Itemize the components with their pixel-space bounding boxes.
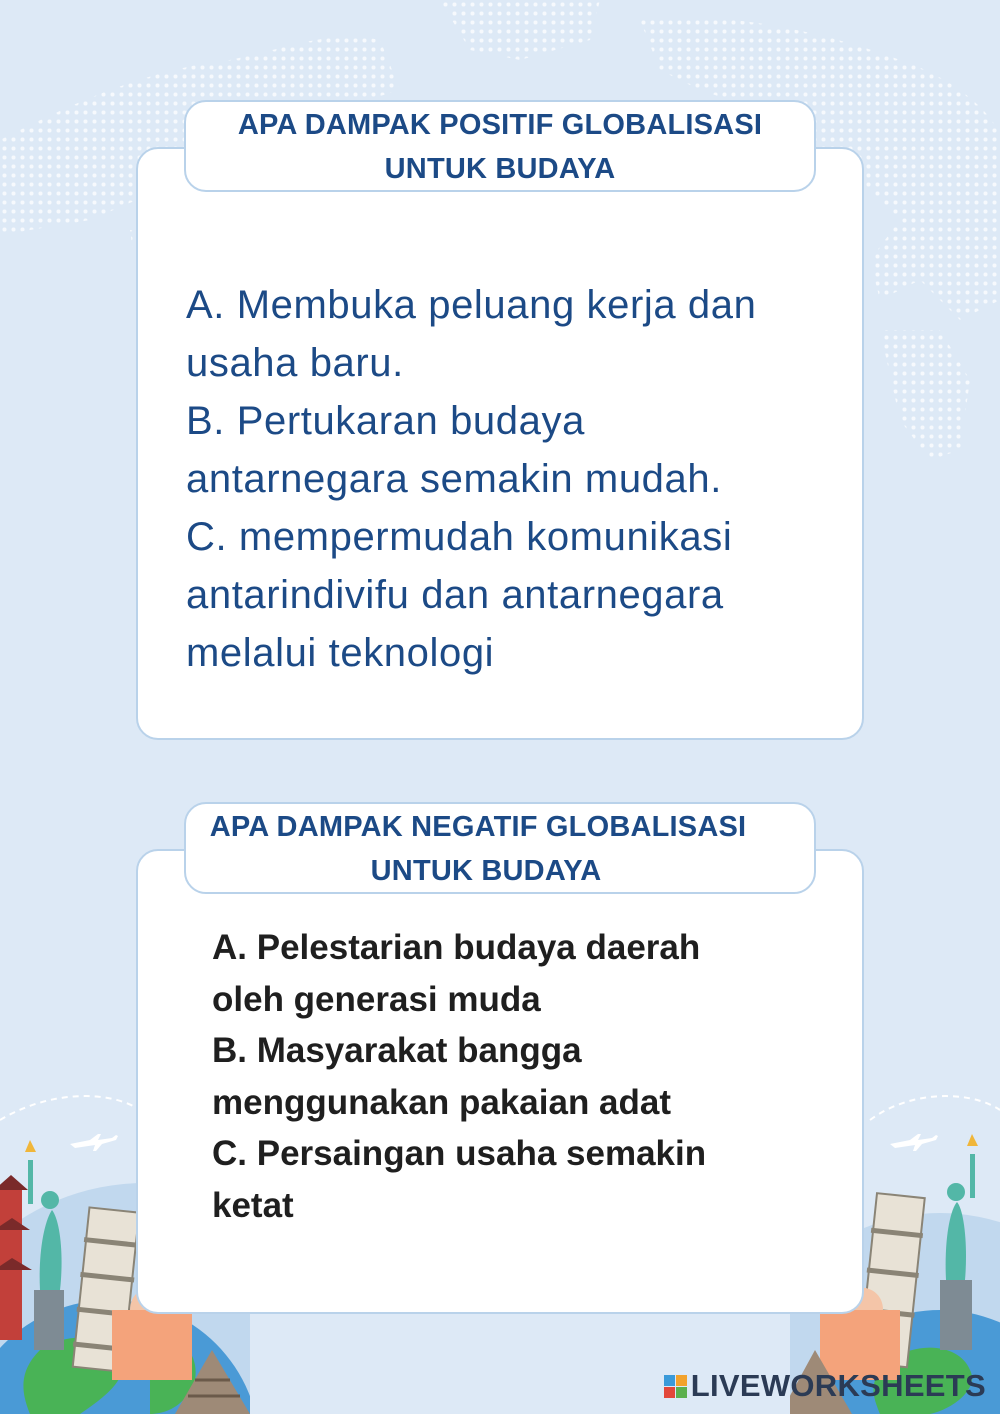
positive-answers-text: [186, 276, 836, 682]
answer-line: C. mempermudah komunikasi: [186, 515, 733, 559]
answer-line: melalui teknologi: [186, 631, 495, 675]
title-line-1: APA DAMPAK POSITIF GLOBALISASI: [237, 109, 763, 141]
brand-name: LIVEWORKSHEETS: [690, 1368, 986, 1403]
title-line-1: APA DAMPAK NEGATIF GLOBALISASI: [209, 811, 747, 843]
negative-impact-title: [184, 802, 816, 894]
answer-line: B. Masyarakat bangga: [212, 1031, 582, 1070]
answer-line: antarindivifu dan antarnegara: [186, 573, 724, 617]
title-line-2: UNTUK BUDAYA: [384, 153, 616, 185]
answer-line: B. Pertukaran budaya: [186, 399, 585, 443]
answer-line: usaha baru.: [186, 341, 404, 385]
liveworksheets-logo-icon: [664, 1375, 687, 1398]
answer-line: oleh generasi muda: [212, 979, 541, 1019]
negative-answers-text: [212, 922, 832, 1231]
answer-line: antarnegara semakin mudah.: [186, 457, 722, 501]
answer-line: menggunakan pakaian adat: [212, 1082, 672, 1122]
positive-impact-title: [184, 100, 816, 192]
title-line-2: UNTUK BUDAYA: [370, 855, 602, 887]
answer-line: C. Persaingan usaha semakin: [212, 1134, 707, 1173]
answer-line: A. Pelestarian budaya daerah: [212, 928, 701, 967]
answer-line: ketat: [212, 1185, 294, 1225]
answer-line: A. Membuka peluang kerja dan: [186, 283, 757, 327]
liveworksheets-brand: [664, 1368, 986, 1404]
